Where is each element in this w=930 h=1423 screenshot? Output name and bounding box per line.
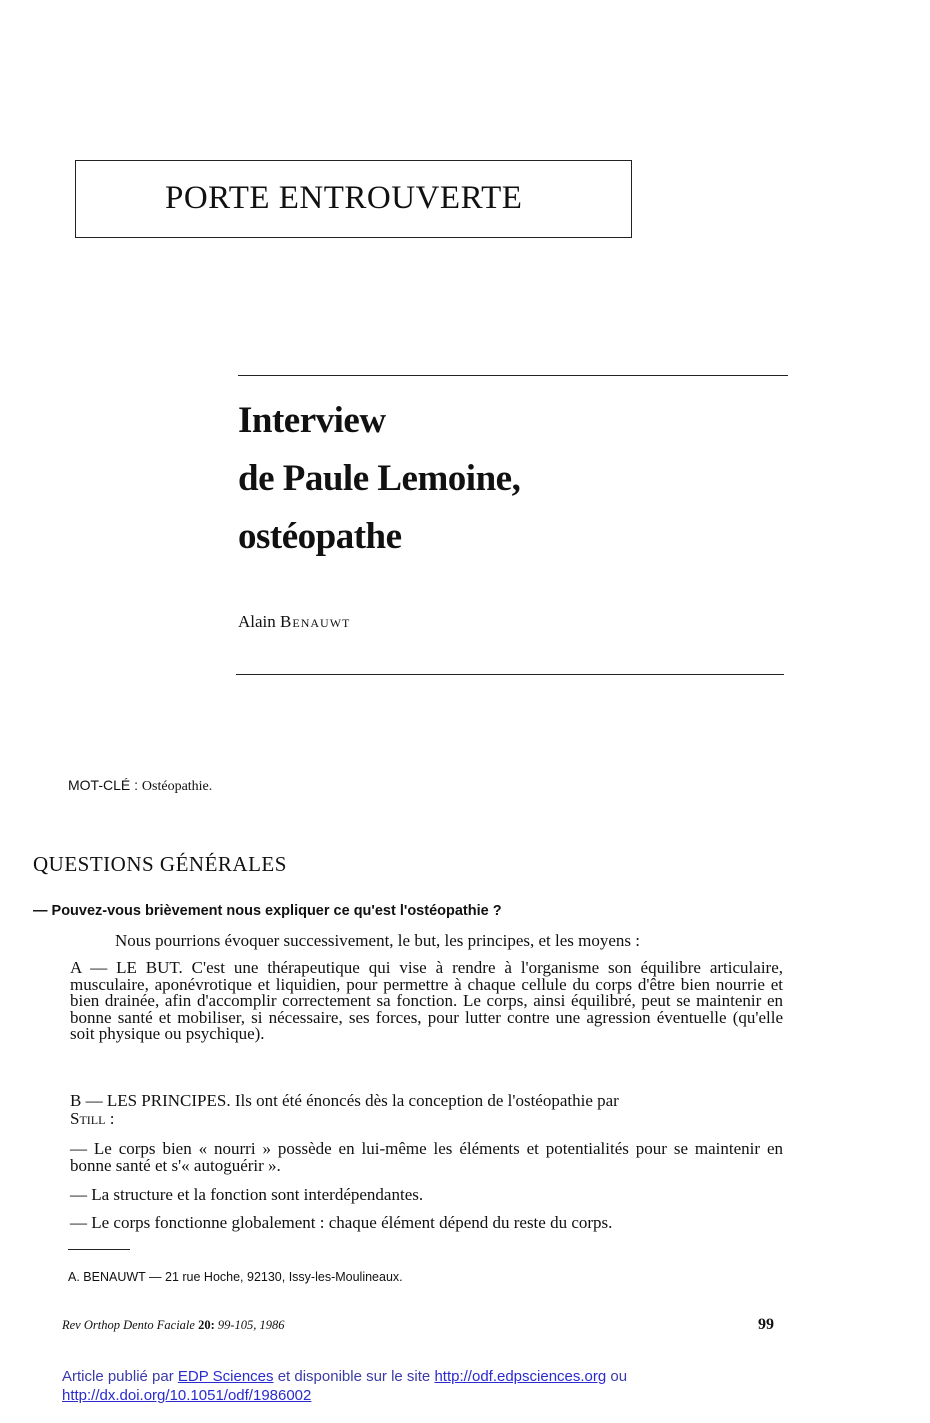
paragraph-intro: Nous pourrions évoquer successivement, le but, les principes, et les moyens : xyxy=(115,931,640,950)
citation-journal: Rev Orthop Dento Faciale xyxy=(62,1318,195,1332)
doi-link[interactable]: http://dx.doi.org/10.1051/odf/1986002 xyxy=(62,1387,312,1404)
rubric-label: PORTE ENTROUVERTE xyxy=(165,180,523,216)
title-line-2: de Paule Lemoine, xyxy=(238,458,521,499)
edp-sciences-link[interactable]: EDP Sciences xyxy=(177,1368,274,1385)
still-name: Still : xyxy=(70,1109,115,1128)
odf-site-link[interactable]: http://odf.edpsciences.org xyxy=(434,1368,607,1385)
principle-2: — La structure et la fonction sont interdépendantes. xyxy=(70,1185,424,1204)
paragraph-le-but: A — LE BUT. C'est une thérapeutique qui vise à rendre à l'organisme son équilibre articulaire, musculaire, aponévrotique et liquidien, pour permettre à chaque cellule du corps d'être bien nourrie et bien drainée, afin d'accomplir correctement sa fonction. Le corps, ainsi équilibré, peut se maintenir en bonne santé et mobiliser, si nécessaire, ses forces, pour lutter contre une agression éventuelle (qu'elle soit physique ou psychique). xyxy=(70,958,783,1043)
edp-prefix: Article publié par xyxy=(62,1368,174,1385)
section-heading: QUESTIONS GÉNÉRALES xyxy=(33,852,287,876)
title-line-1: Interview xyxy=(238,400,386,441)
edp-notice xyxy=(62,1367,627,1405)
footnote-rule xyxy=(68,1249,130,1250)
citation-volume: 20: xyxy=(198,1318,215,1332)
question-text: — Pouvez-vous brièvement nous expliquer ce qu'est l'ostéopathie ? xyxy=(33,903,502,919)
author-address-footnote: A. BENAUWT — 21 rue Hoche, 92130, Issy-les-Moulineaux. xyxy=(68,1270,403,1284)
citation-pages: 99-105, 1986 xyxy=(217,1318,285,1332)
paragraph-still xyxy=(70,1111,783,1128)
keyword-line xyxy=(68,777,212,795)
author-first-name: Alain xyxy=(238,612,276,631)
article-title xyxy=(238,392,520,566)
author-last-name: Benauwt xyxy=(280,612,351,631)
paragraph-les-principes: B — LES PRINCIPES. Ils ont été énoncés dès la conception de l'ostéopathie par xyxy=(70,1091,619,1110)
keyword-label: MOT-CLÉ : xyxy=(68,777,139,793)
keyword-value: Ostéopathie. xyxy=(141,779,213,794)
author-name xyxy=(238,612,350,632)
page-number: 99 xyxy=(758,1316,774,1333)
title-line-3: ostéopathe xyxy=(238,516,402,557)
principle-1: — Le corps bien « nourri » possède en lui-même les éléments et potentialités pour se maintenir en bonne santé et s'« autoguérir ». xyxy=(70,1139,783,1175)
title-top-rule xyxy=(238,375,788,376)
edp-middle: et disponible sur le site xyxy=(277,1368,431,1385)
principle-3: — Le corps fonctionne globalement : chaque élément dépend du reste du corps. xyxy=(70,1213,613,1232)
edp-suffix: ou xyxy=(610,1368,628,1385)
journal-citation xyxy=(62,1318,285,1333)
title-bottom-rule xyxy=(236,674,784,675)
